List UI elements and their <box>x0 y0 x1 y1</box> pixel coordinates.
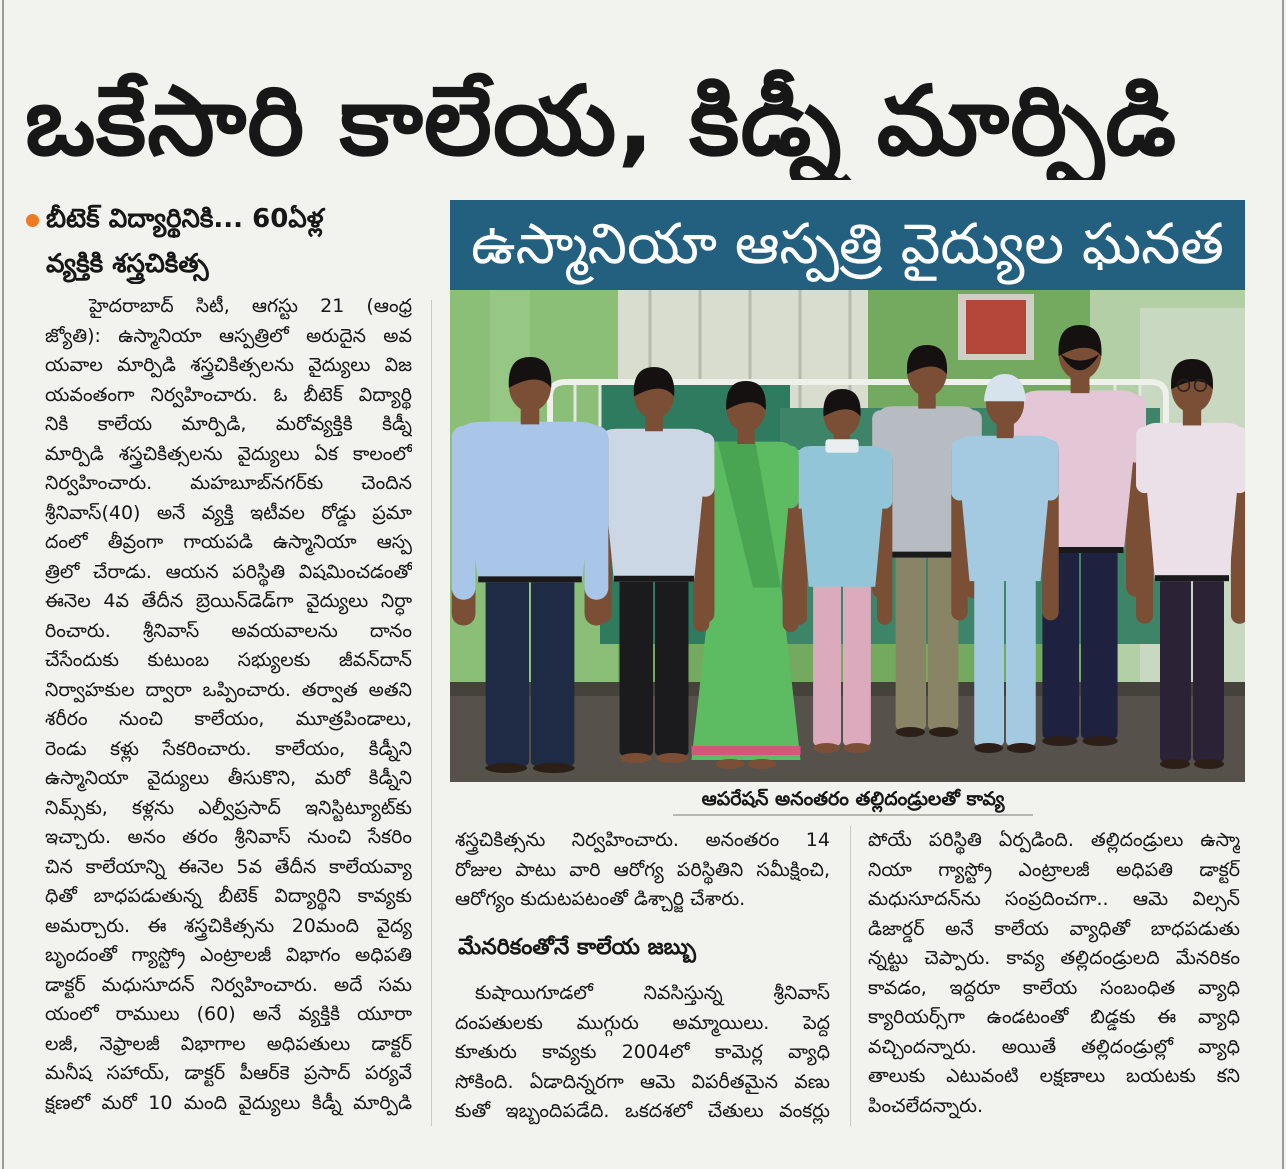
belt <box>614 576 694 582</box>
belt <box>478 576 582 582</box>
column-1-line: అమర్చారు. ఈ శస్త్రచికిత్సను 20మంది వైద్య <box>45 914 412 937</box>
column-1-line: రించారు. శ్రీనివాస్ అవయవాలను దానం <box>45 619 412 642</box>
belt <box>1155 575 1229 581</box>
column-rule <box>850 826 851 1126</box>
column-3-line: క్యారియర్స్‌గా ఉండటంతో బిడ్డకు ఈ వ్యాధి <box>868 1006 1240 1028</box>
left-foot <box>619 753 651 763</box>
left-leg <box>620 578 653 756</box>
column-3-line: మధుసూదన్‌ను సంప్రదించగా.. ఆమె విల్సన్ <box>868 888 1240 910</box>
torso <box>797 446 887 587</box>
column-1-line: శ్రీనివాస్(40) అనే వ్యక్తి ఇటీవల రోడ్డు ప్రమా <box>45 501 412 524</box>
column-2-line: రోజుల పాటు వారి ఆరోగ్య పరిస్థితిని సమీక్షించి, <box>455 858 830 881</box>
right-leg <box>1006 577 1036 746</box>
right-leg <box>1081 549 1118 739</box>
left-leg <box>813 583 841 746</box>
left-leg <box>486 578 529 766</box>
column-1-line: ఈనెల 4వ తేదీన బ్రెయిన్‌డెడ్‌గా వైద్యులు నిర్ధా <box>45 590 412 612</box>
column-3-line: పోయే పరిస్థితి ఏర్పడింది. తల్లిదండ్రులు ఉస్మా <box>868 829 1240 851</box>
column-1-line: యంలో రాములు (60) అనే వ్యక్తికి యూరా <box>45 1003 412 1025</box>
column-1-line: చిన కాలేయాన్ని ఈనెల 5వ తేదీన కాలేయవ్యా <box>45 855 412 878</box>
column-1-line: రెండు కళ్లు సేకరించారు. కాలేయం, కిడ్నీని <box>45 737 412 760</box>
left-foot <box>485 763 527 773</box>
right-foot <box>1082 736 1117 746</box>
column-1-line: బృందంతో గ్యాస్ట్రో ఎంట్రాలజీ విభాగం అధిపతి <box>45 944 412 966</box>
column-1-line: జ్యోతి): ఉస్మానియా ఆస్పత్రిలో అరుదైన అవ <box>45 324 412 347</box>
left-foot <box>716 759 744 769</box>
column-1-line: మార్పిడి శస్త్రచికిత్సలను వైద్యులు ఏక కాలంలో <box>45 442 412 465</box>
column-3-line: నియా గ్యాస్ట్రో ఎంట్రాలజీ అధిపతి డాక్టర్ <box>868 858 1240 881</box>
saree-border <box>691 746 800 755</box>
left-leg <box>974 577 1004 746</box>
left-foot <box>974 743 1003 753</box>
right-leg <box>1193 577 1224 762</box>
subheadline-line-2: వ్యక్తికి శస్త్రచికిత్స <box>46 249 209 279</box>
column-1-line: నిమ్స్‌కు, కళ్లను ఎల్వీప్రసాద్ ఇనిస్టిట్యూట్‌కు <box>45 796 412 819</box>
article-column-3 <box>868 826 1240 1121</box>
surgical-mask <box>825 439 858 453</box>
column-2-line: శస్త్రచికిత్సను నిర్వహించారు. అనంతరం 14 <box>455 829 830 851</box>
column-1-line: ఉస్మానియా వైద్యులు తీసుకొని, మరో కిడ్నీని <box>45 767 412 789</box>
subheadline-line-1: బీటెక్ విద్యార్థినికి... 60ఏళ్ల <box>46 204 324 234</box>
right-foot <box>1007 743 1036 753</box>
article-column-1 <box>45 292 412 1118</box>
column-2-line: కూతురు కావ్యకు 2004లో కామెర్ల వ్యాధి <box>455 1041 830 1063</box>
photo-wall-poster <box>966 300 1026 354</box>
column-2-line: కుషాయిగూడలో నివసిస్తున్న శ్రీనివాస్ <box>475 982 830 1004</box>
column-1-line: ధితో బాధపడుతున్న బీటెక్ విద్యార్థిని కావ్యకు <box>45 885 412 907</box>
right-foot <box>533 763 575 773</box>
torso <box>957 436 1053 581</box>
left-leg <box>1160 577 1191 762</box>
column-1-line: దంలో తీవ్రంగా గాయపడి ఉస్మానియా ఆస్ప <box>45 531 412 553</box>
photo-banner: ఉస్మానియా ఆస్పత్రి వైద్యుల ఘనత <box>450 200 1245 290</box>
column-1-line: నికి కాలేయ మార్పిడి, మరోవ్యక్తికి కిడ్నీ <box>45 413 412 435</box>
bullet-dot-icon <box>26 214 39 227</box>
column-3-line: న్నట్టు చెప్పారు. కావ్య తల్లిదండ్రులది మేనరికం <box>868 947 1240 969</box>
column-3-line: డిజార్డర్ అనే కాలేయ వ్యాధితో బాధపడుతు <box>868 917 1240 940</box>
torso <box>1142 423 1242 581</box>
column-2-line: సోకింది. ఏడాదిన్నరగా ఆమె విపరీతమైన వణు <box>455 1070 830 1093</box>
column-1-line: హైదరాబాద్ సిటీ, ఆగస్టు 21 (ఆంధ్ర <box>89 295 412 317</box>
article-column-2-top <box>455 826 830 915</box>
column-1-line: శరీరం నుంచి కాలేయం, మూత్రపిండాలు, <box>45 708 412 730</box>
right-foot <box>929 727 958 737</box>
left-foot <box>896 727 925 737</box>
left-leg <box>896 554 926 730</box>
right-foot <box>748 759 776 769</box>
right-foot <box>844 743 871 753</box>
column-1-line: యవంతంగా నిర్వహించారు. ఓ బీటెక్ విద్యార్థి <box>45 383 412 406</box>
scan-edge-left <box>2 0 4 1169</box>
photo-caption: ఆపరేషన్ అనంతరం తల్లిదండ్రులతో కావ్య <box>673 784 1033 816</box>
column-3-line: పించలేదన్నారు. <box>868 1094 984 1117</box>
article-column-2-bottom <box>455 979 830 1127</box>
column-1-line: లజీ, నెఫ్రాలజీ విభాగాల అధిపతులు డాక్టర్ <box>45 1032 412 1055</box>
right-leg <box>531 578 574 766</box>
column-1-line: త్రిలో చేరాడు. ఆయన పరిస్థితి విషమించడంతో <box>45 560 412 583</box>
column-3-line: వచ్చిందన్నారు. అయితే తల్లిదండ్రుల్లో వ్యాధి <box>868 1035 1240 1058</box>
column-1-line: నిర్వాహకుల ద్వారా ఒప్పించారు. తర్వాత అతని <box>45 678 412 701</box>
right-foot <box>1194 759 1224 769</box>
torso <box>460 422 600 583</box>
column-2-line: ఆరోగ్యం కుదుటపటంతో డిశ్చార్జి చేశారు. <box>455 888 746 910</box>
right-leg <box>843 583 871 746</box>
left-foot <box>1160 759 1190 769</box>
column-2-line: దంపతులకు ముగ్గురు అమ్మాయిలు. పెద్ద <box>455 1011 830 1034</box>
left-foot <box>1042 736 1077 746</box>
column-1-line: క్షణలో మరో 10 మంది వైద్యులు కిడ్నీ మార్పిడి <box>45 1091 412 1114</box>
column-1-line: ఇచ్చారు. అనం తరం శ్రీనివాస్ నుంచి సేకరిం <box>45 826 412 848</box>
photo <box>450 290 1245 782</box>
column-3-line: తాలుకు ఎటువంటి లక్షణాలు బయటకు కని <box>868 1065 1240 1087</box>
headline: ఒకేసారి కాలేయ, కిడ్నీ మార్పిడి <box>25 65 1178 177</box>
left-foot <box>813 743 840 753</box>
column-1-line: డాక్టర్ మధుసూదన్ నిర్వహించారు. అదే సమ <box>45 973 412 996</box>
column-3-line: కావడం, ఇద్దరూ కాలేయ సంబంధిత వ్యాధి <box>868 976 1240 999</box>
torso <box>600 429 708 582</box>
right-foot <box>656 753 688 763</box>
column-1-line: మనీష సహాయ్, డాక్టర్ పీఆర్‌కె ప్రసాద్ పర్యవే <box>45 1062 412 1084</box>
column-1-line: చేసేందుకు కుటుంబ సభ్యులకు జీవన్‌దాన్ <box>45 649 412 671</box>
column-1-line: నిర్వహించారు. మహబూబ్‌నగర్‌కు చెందిన <box>45 472 412 494</box>
column-1-line: యవాల మార్పిడి శస్త్రచికిత్సలను వైద్యులు విజ <box>45 354 412 376</box>
scan-edge-right <box>1282 0 1284 1169</box>
crosshead: మేనరికంతోనే కాలేయ జబ్బు <box>458 935 696 960</box>
right-leg <box>655 578 688 756</box>
column-rule <box>431 300 432 1126</box>
column-2-line: కుతో ఇబ్బందిపడేది. ఒకదశలో చేతులు వంకర్లు <box>455 1100 830 1122</box>
